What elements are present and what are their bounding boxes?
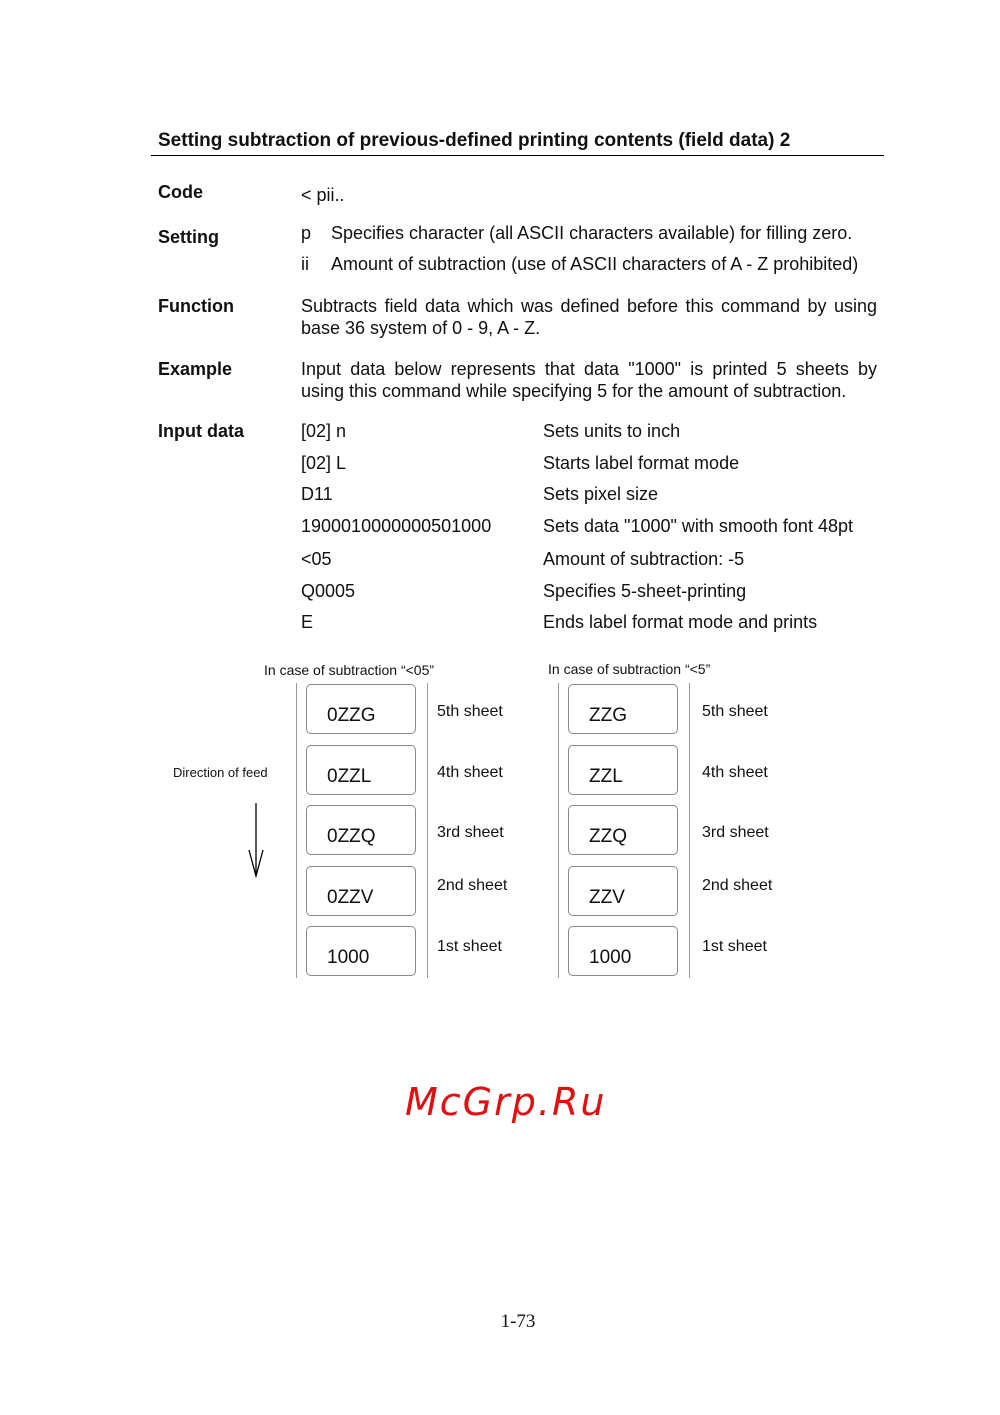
- input-description: Specifies 5-sheet-printing: [543, 581, 747, 601]
- function-label: Function: [158, 296, 234, 316]
- section-title: Setting subtraction of previous-defined printing contents (field data) 2: [158, 130, 791, 151]
- right-strip-edge: [689, 683, 690, 978]
- setting-label: Setting: [158, 227, 219, 247]
- right-label-sheet: [568, 866, 678, 916]
- left-label-sheet: [306, 684, 416, 734]
- input-command: <05: [301, 549, 332, 569]
- example-label: Example: [158, 359, 233, 379]
- input-command: Q0005: [301, 581, 356, 601]
- example-line-1: Input data below represents that data "1000" is printed 5 sheets by: [301, 359, 877, 379]
- left-label-sheet: [306, 866, 416, 916]
- right-sheet-number: 3rd sheet: [702, 824, 769, 841]
- label-value: 0ZZL: [327, 766, 372, 787]
- setting-text-ii: Amount of subtraction (use of ASCII characters of A - Z prohibited): [331, 254, 859, 274]
- left-label-sheet: [306, 745, 416, 795]
- label-value: ZZG: [589, 705, 627, 726]
- direction-of-feed-label: Direction of feed: [173, 765, 268, 780]
- input-description: Sets units to inch: [543, 421, 681, 441]
- input-data-label: Input data: [158, 421, 244, 441]
- input-description: Amount of subtraction: -5: [543, 549, 745, 569]
- input-description: Ends label format mode and prints: [543, 612, 818, 632]
- left-sheet-number: 1st sheet: [437, 938, 502, 955]
- watermark: McGrp.Ru: [405, 1080, 607, 1124]
- right-sheet-number: 5th sheet: [702, 703, 768, 720]
- label-value: ZZV: [589, 887, 625, 908]
- label-value: 0ZZQ: [327, 826, 376, 847]
- feed-arrow-icon: [246, 800, 266, 880]
- right-sheet-number: 2nd sheet: [702, 877, 773, 894]
- label-value: 1000: [327, 947, 370, 968]
- input-command: D11: [301, 484, 333, 504]
- input-command: [02] L: [301, 453, 347, 473]
- left-caption: In case of subtraction “<05”: [264, 662, 435, 678]
- label-value: 0ZZV: [327, 887, 374, 908]
- setting-key-p: p: [301, 223, 312, 243]
- label-value: 1000: [589, 947, 632, 968]
- right-label-sheet: [568, 926, 678, 976]
- label-value: ZZL: [589, 766, 623, 787]
- page-number: 1-73: [500, 1311, 536, 1332]
- function-line-2: base 36 system of 0 - 9, A - Z.: [301, 318, 541, 338]
- label-value: ZZQ: [589, 826, 627, 847]
- left-strip-edge: [296, 683, 297, 978]
- title-rule: [151, 155, 884, 156]
- right-label-sheet: [568, 684, 678, 734]
- right-sheet-number: 4th sheet: [702, 764, 768, 781]
- function-line-1: Subtracts field data which was defined before this command by using: [301, 296, 877, 316]
- input-command: [02] n: [301, 421, 347, 441]
- setting-key-ii: ii: [301, 254, 309, 274]
- right-strip-edge: [558, 683, 559, 978]
- left-label-sheet: [306, 805, 416, 855]
- right-caption: In case of subtraction “<5”: [548, 661, 711, 677]
- right-label-sheet: [568, 805, 678, 855]
- left-sheet-number: 4th sheet: [437, 764, 503, 781]
- label-value: 0ZZG: [327, 705, 376, 726]
- input-description: Starts label format mode: [543, 453, 740, 473]
- left-label-sheet: [306, 926, 416, 976]
- right-label-sheet: [568, 745, 678, 795]
- input-description: Sets pixel size: [543, 484, 659, 504]
- setting-text-p: Specifies character (all ASCII characters available) for filling zero.: [331, 223, 853, 243]
- left-strip-edge: [427, 683, 428, 978]
- code-value: < pii..: [301, 185, 345, 205]
- left-sheet-number: 3rd sheet: [437, 824, 504, 841]
- input-command: 1900010000000501000: [301, 516, 492, 536]
- input-command: E: [301, 612, 314, 632]
- right-sheet-number: 1st sheet: [702, 938, 767, 955]
- left-sheet-number: 5th sheet: [437, 703, 503, 720]
- input-description: Sets data "1000" with smooth font 48pt: [543, 516, 853, 536]
- left-sheet-number: 2nd sheet: [437, 877, 508, 894]
- example-line-2: using this command while specifying 5 for the amount of subtraction.: [301, 381, 847, 401]
- code-label: Code: [158, 182, 203, 202]
